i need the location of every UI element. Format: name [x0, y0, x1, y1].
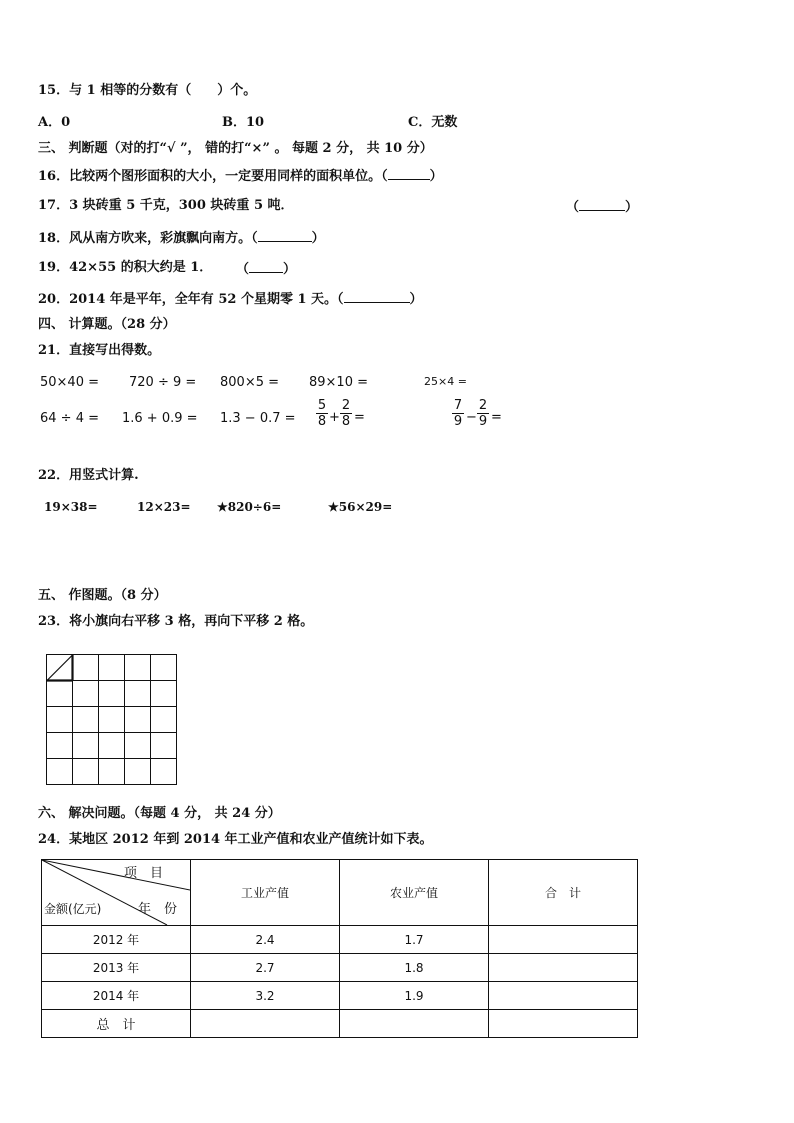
section-3-title: 三、 判断题（对的打“√ ”， 错的打“×” 。 每题 2 分， 共 10 分）: [38, 141, 433, 156]
total-row-label: 总 计: [42, 1010, 191, 1038]
fraction: [452, 398, 464, 429]
question-16-close: ）: [429, 169, 443, 184]
question-15-option-c: C．无数: [408, 115, 458, 130]
question-19-answer: [236, 260, 296, 278]
fraction: [477, 398, 489, 429]
header-year: 年 份: [138, 902, 178, 917]
question-18-text: 18．风从南方吹来，彩旗飘向南方。（: [38, 231, 258, 246]
question-19-text: 19．42×55 的积大约是 1．: [38, 260, 213, 275]
question-18: [38, 229, 325, 247]
question-15-option-a: A．0: [38, 115, 71, 130]
denominator: 9: [478, 414, 488, 429]
header-item: 项 目: [124, 866, 164, 881]
production-table: [41, 859, 638, 1038]
flag-icon: [47, 655, 73, 681]
table-row: [42, 954, 638, 982]
question-23-title: 23．将小旗向右平移 3 格，再向下平移 2 格。: [38, 614, 314, 629]
total-industry-cell[interactable]: [191, 1010, 340, 1038]
question-22-title: 22．用竖式计算.: [38, 468, 139, 483]
numerator: 5: [317, 398, 327, 413]
section-6-title: 六、 解决问题。（每题 4 分， 共 24 分）: [38, 806, 281, 821]
grid-with-flag: [46, 654, 178, 786]
calc-item: 800×5 =: [220, 375, 280, 390]
calc-item: 720 ÷ 9 =: [129, 375, 197, 390]
operator: +: [329, 410, 340, 425]
total-total-cell[interactable]: [489, 1010, 638, 1038]
question-19-open: （: [236, 262, 250, 277]
question-21-title: 21．直接写出得数。: [38, 343, 161, 358]
numerator: 2: [478, 398, 488, 413]
question-20: [38, 290, 423, 308]
question-16-text: 16．比较两个图形面积的大小，一定要用同样的面积单位。（: [38, 169, 388, 184]
total-agriculture-cell[interactable]: [340, 1010, 489, 1038]
equals-sign: =: [491, 410, 502, 425]
industry-cell: 2.7: [191, 954, 340, 982]
total-cell[interactable]: [489, 926, 638, 954]
total-cell[interactable]: [489, 982, 638, 1010]
calc-item: 64 ÷ 4 =: [40, 411, 99, 426]
calc-item: 1.6 + 0.9 =: [122, 411, 198, 426]
diagonal-header-cell: [42, 860, 191, 926]
column-header: 工业产值: [191, 860, 340, 926]
denominator: 8: [317, 414, 327, 429]
column-header: 农业产值: [340, 860, 489, 926]
agriculture-cell: 1.9: [340, 982, 489, 1010]
question-20-close: ）: [409, 292, 423, 307]
calc-item: 89×10 =: [309, 375, 369, 390]
table-header-row: [42, 860, 638, 926]
vertical-calc-item: ★820÷6=: [217, 500, 282, 514]
calc-item: 50×40 =: [40, 375, 100, 390]
fraction: [316, 398, 328, 429]
calc-item: 25×4 =: [424, 375, 467, 388]
question-19-close: ）: [283, 262, 297, 277]
question-15-option-b: B．10: [222, 115, 265, 130]
vertical-calc-item: ★56×29=: [328, 500, 393, 514]
section-4-title: 四、 计算题。（28 分）: [38, 317, 176, 332]
agriculture-cell: 1.7: [340, 926, 489, 954]
vertical-calc-item: 19×38=: [44, 500, 98, 514]
question-17-answer: [566, 198, 638, 216]
total-cell[interactable]: [489, 954, 638, 982]
calc-item: 1.3 − 0.7 =: [220, 411, 296, 426]
question-17-close: ）: [625, 200, 639, 215]
question-24-title: 24．某地区 2012 年到 2014 年工业产值和农业产值统计如下表。: [38, 832, 433, 847]
year-cell: 2013 年: [42, 954, 191, 982]
fraction: [340, 398, 352, 429]
answer-blank[interactable]: [344, 290, 410, 303]
numerator: 7: [453, 398, 463, 413]
answer-blank[interactable]: [249, 260, 283, 273]
year-cell: 2012 年: [42, 926, 191, 954]
question-20-text: 20．2014 年是平年，全年有 52 个星期零 1 天。（: [38, 292, 344, 307]
question-18-close: ）: [311, 231, 325, 246]
question-17-text: 17．3 块砖重 5 千克，300 块砖重 5 吨．: [38, 198, 294, 213]
question-17-open: （: [566, 200, 580, 215]
section-5-title: 五、 作图题。（8 分）: [38, 588, 167, 603]
question-16: [38, 167, 443, 185]
year-cell: 2014 年: [42, 982, 191, 1010]
question-15-stem: 15．与 1 相等的分数有（ ）个。: [38, 83, 257, 98]
operator: −: [466, 410, 477, 425]
answer-blank[interactable]: [258, 229, 312, 242]
column-header: 合 计: [489, 860, 638, 926]
answer-blank[interactable]: [388, 167, 430, 180]
agriculture-cell: 1.8: [340, 954, 489, 982]
grid-lines: [46, 654, 177, 785]
denominator: 8: [341, 414, 351, 429]
header-amount: 金额(亿元): [44, 902, 102, 916]
equals-sign: =: [354, 410, 365, 425]
vertical-calc-item: 12×23=: [137, 500, 191, 514]
table-row: [42, 982, 638, 1010]
denominator: 9: [453, 414, 463, 429]
table-row: [42, 926, 638, 954]
answer-blank[interactable]: [579, 198, 625, 211]
table-total-row: [42, 1010, 638, 1038]
numerator: 2: [341, 398, 351, 413]
industry-cell: 2.4: [191, 926, 340, 954]
industry-cell: 3.2: [191, 982, 340, 1010]
